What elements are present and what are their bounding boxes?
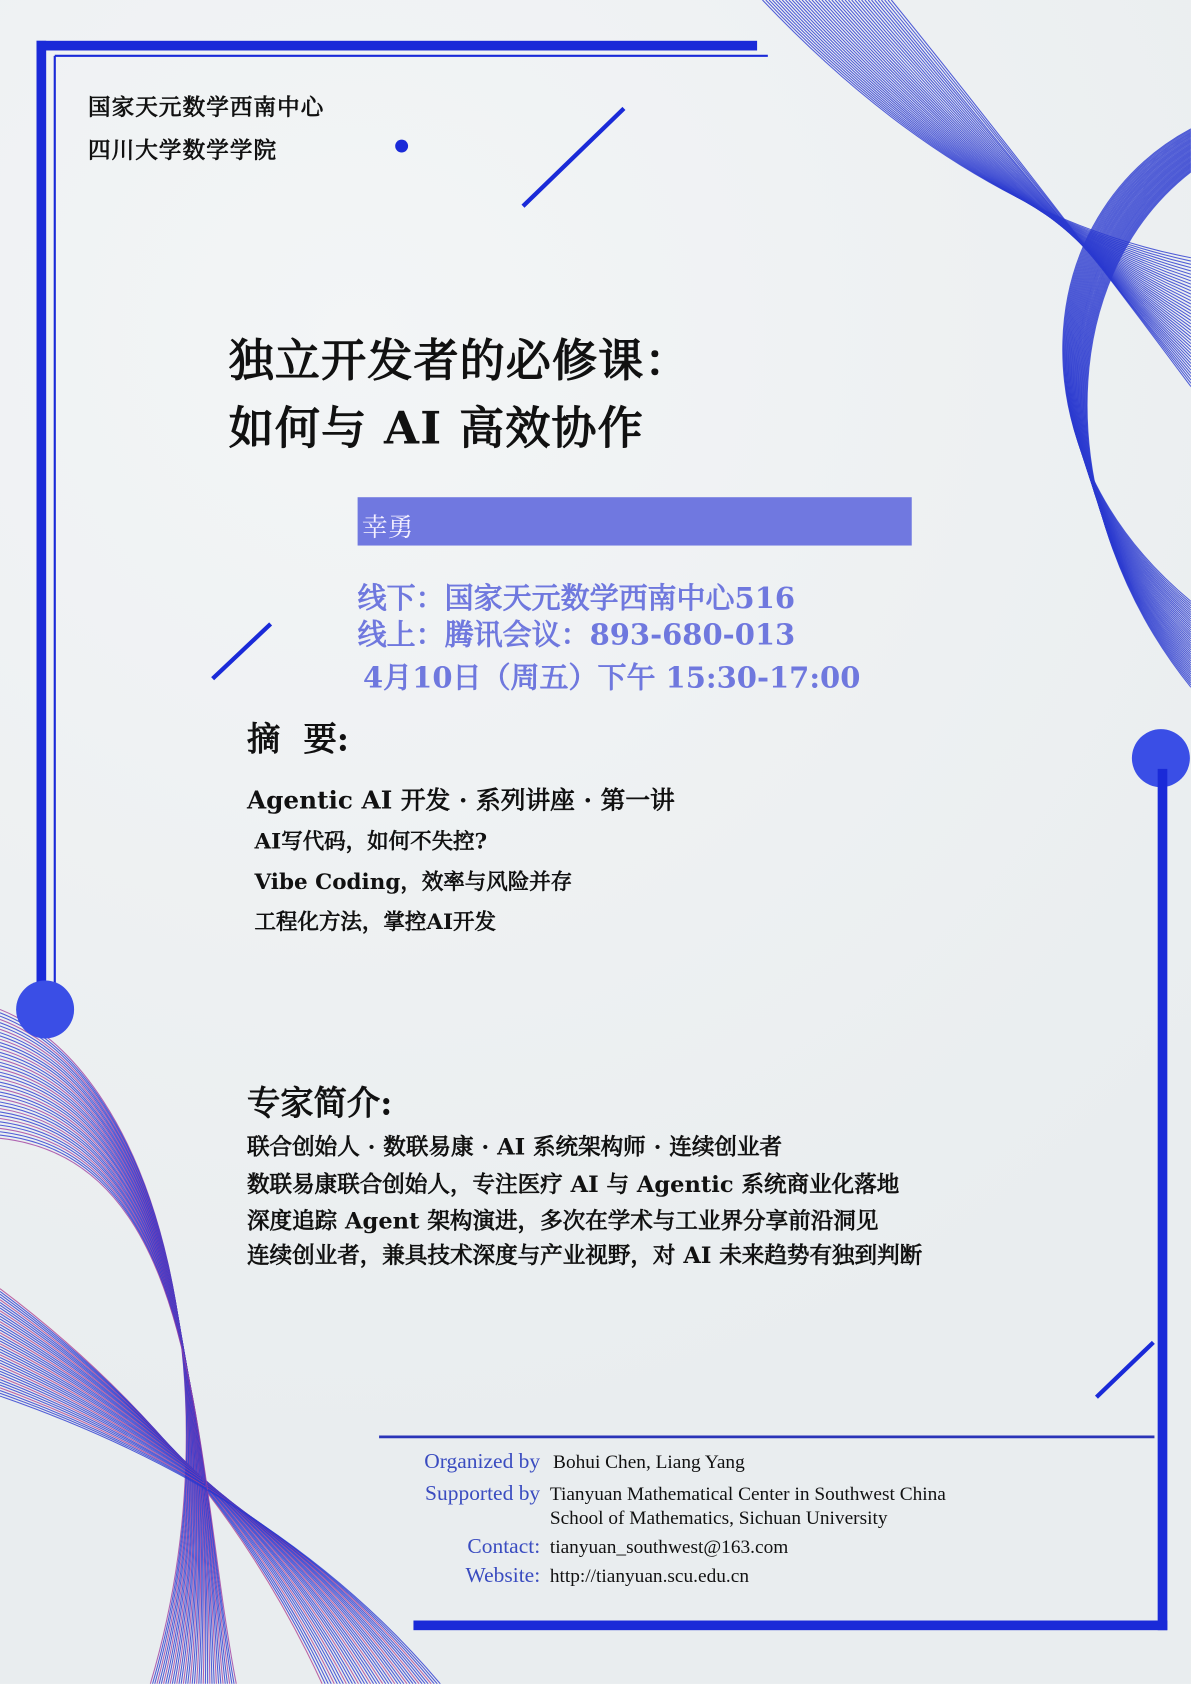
supported-value: Tianyuan Mathematical Center in Southwest China — [549, 1483, 946, 1505]
bio-heading: 专家简介: — [246, 1084, 393, 1124]
bio-line: 连续创业者，兼具技术深度与产业视野，对 AI 未来趋势有独到判断 — [246, 1241, 923, 1269]
website-link[interactable]: http://tianyuan.scu.edu.cn — [549, 1564, 750, 1587]
organized-value: Bohui Chen, Liang Yang — [553, 1450, 745, 1473]
frame-right-bar — [1158, 769, 1168, 1630]
frame-bottom-bar — [413, 1621, 1167, 1631]
supported-value: School of Mathematics, Sichuan University — [549, 1506, 888, 1529]
frame-top-bar — [37, 41, 758, 51]
website-label: Website: — [465, 1563, 541, 1588]
abstract-heading: 摘 要: — [246, 720, 350, 760]
bio-line: 深度追踪 Agent 架构演进，多次在学术与工业界分享前沿洞见 — [246, 1207, 879, 1234]
abstract-item: 工程化方法，掌控AI开发 — [254, 908, 497, 935]
page-title: 独立开发者的必修课： — [228, 333, 691, 387]
page-subtitle: 如何与 AI 高效协作 — [228, 401, 644, 455]
institution-name: 国家天元数学西南中心 — [88, 93, 325, 121]
decorative-curve — [0, 1033, 190, 1684]
frame-left-bar — [37, 41, 47, 999]
venue-offline: 线下：国家天元数学西南中心516 — [357, 582, 796, 616]
school-name: 四川大学数学学院 — [88, 136, 278, 164]
contact-label: Contact: — [467, 1534, 541, 1559]
diagonal-line — [1096, 1342, 1153, 1397]
speaker-name: 幸勇 — [361, 512, 414, 543]
supported-label: Supported by — [425, 1481, 541, 1506]
contact-email[interactable]: tianyuan_southwest@163.com — [549, 1535, 789, 1558]
bio-line: 数联易康联合创始人，专注医疗 AI 与 Agentic 系统商业化落地 — [246, 1170, 900, 1198]
abstract-item: Vibe Coding，效率与风险并存 — [254, 868, 573, 895]
dot — [395, 140, 408, 153]
abstract-series: Agentic AI 开发 · 系列讲座 · 第一讲 — [246, 786, 675, 816]
bio-line: 联合创始人 · 数联易康 · AI 系统架构师 · 连续创业者 — [246, 1132, 783, 1160]
frame-circle-left — [16, 980, 74, 1038]
diagonal-line — [213, 624, 271, 679]
speaker-banner — [358, 497, 912, 545]
venue-online: 线上：腾讯会议：893-680-013 — [357, 618, 796, 652]
organized-label: Organized by — [424, 1449, 541, 1474]
abstract-item: AI写代码，如何不失控? — [254, 827, 488, 854]
diagonal-line — [523, 108, 624, 206]
event-time: 4月10日（周五）下午 15:30-17:00 — [362, 661, 861, 695]
